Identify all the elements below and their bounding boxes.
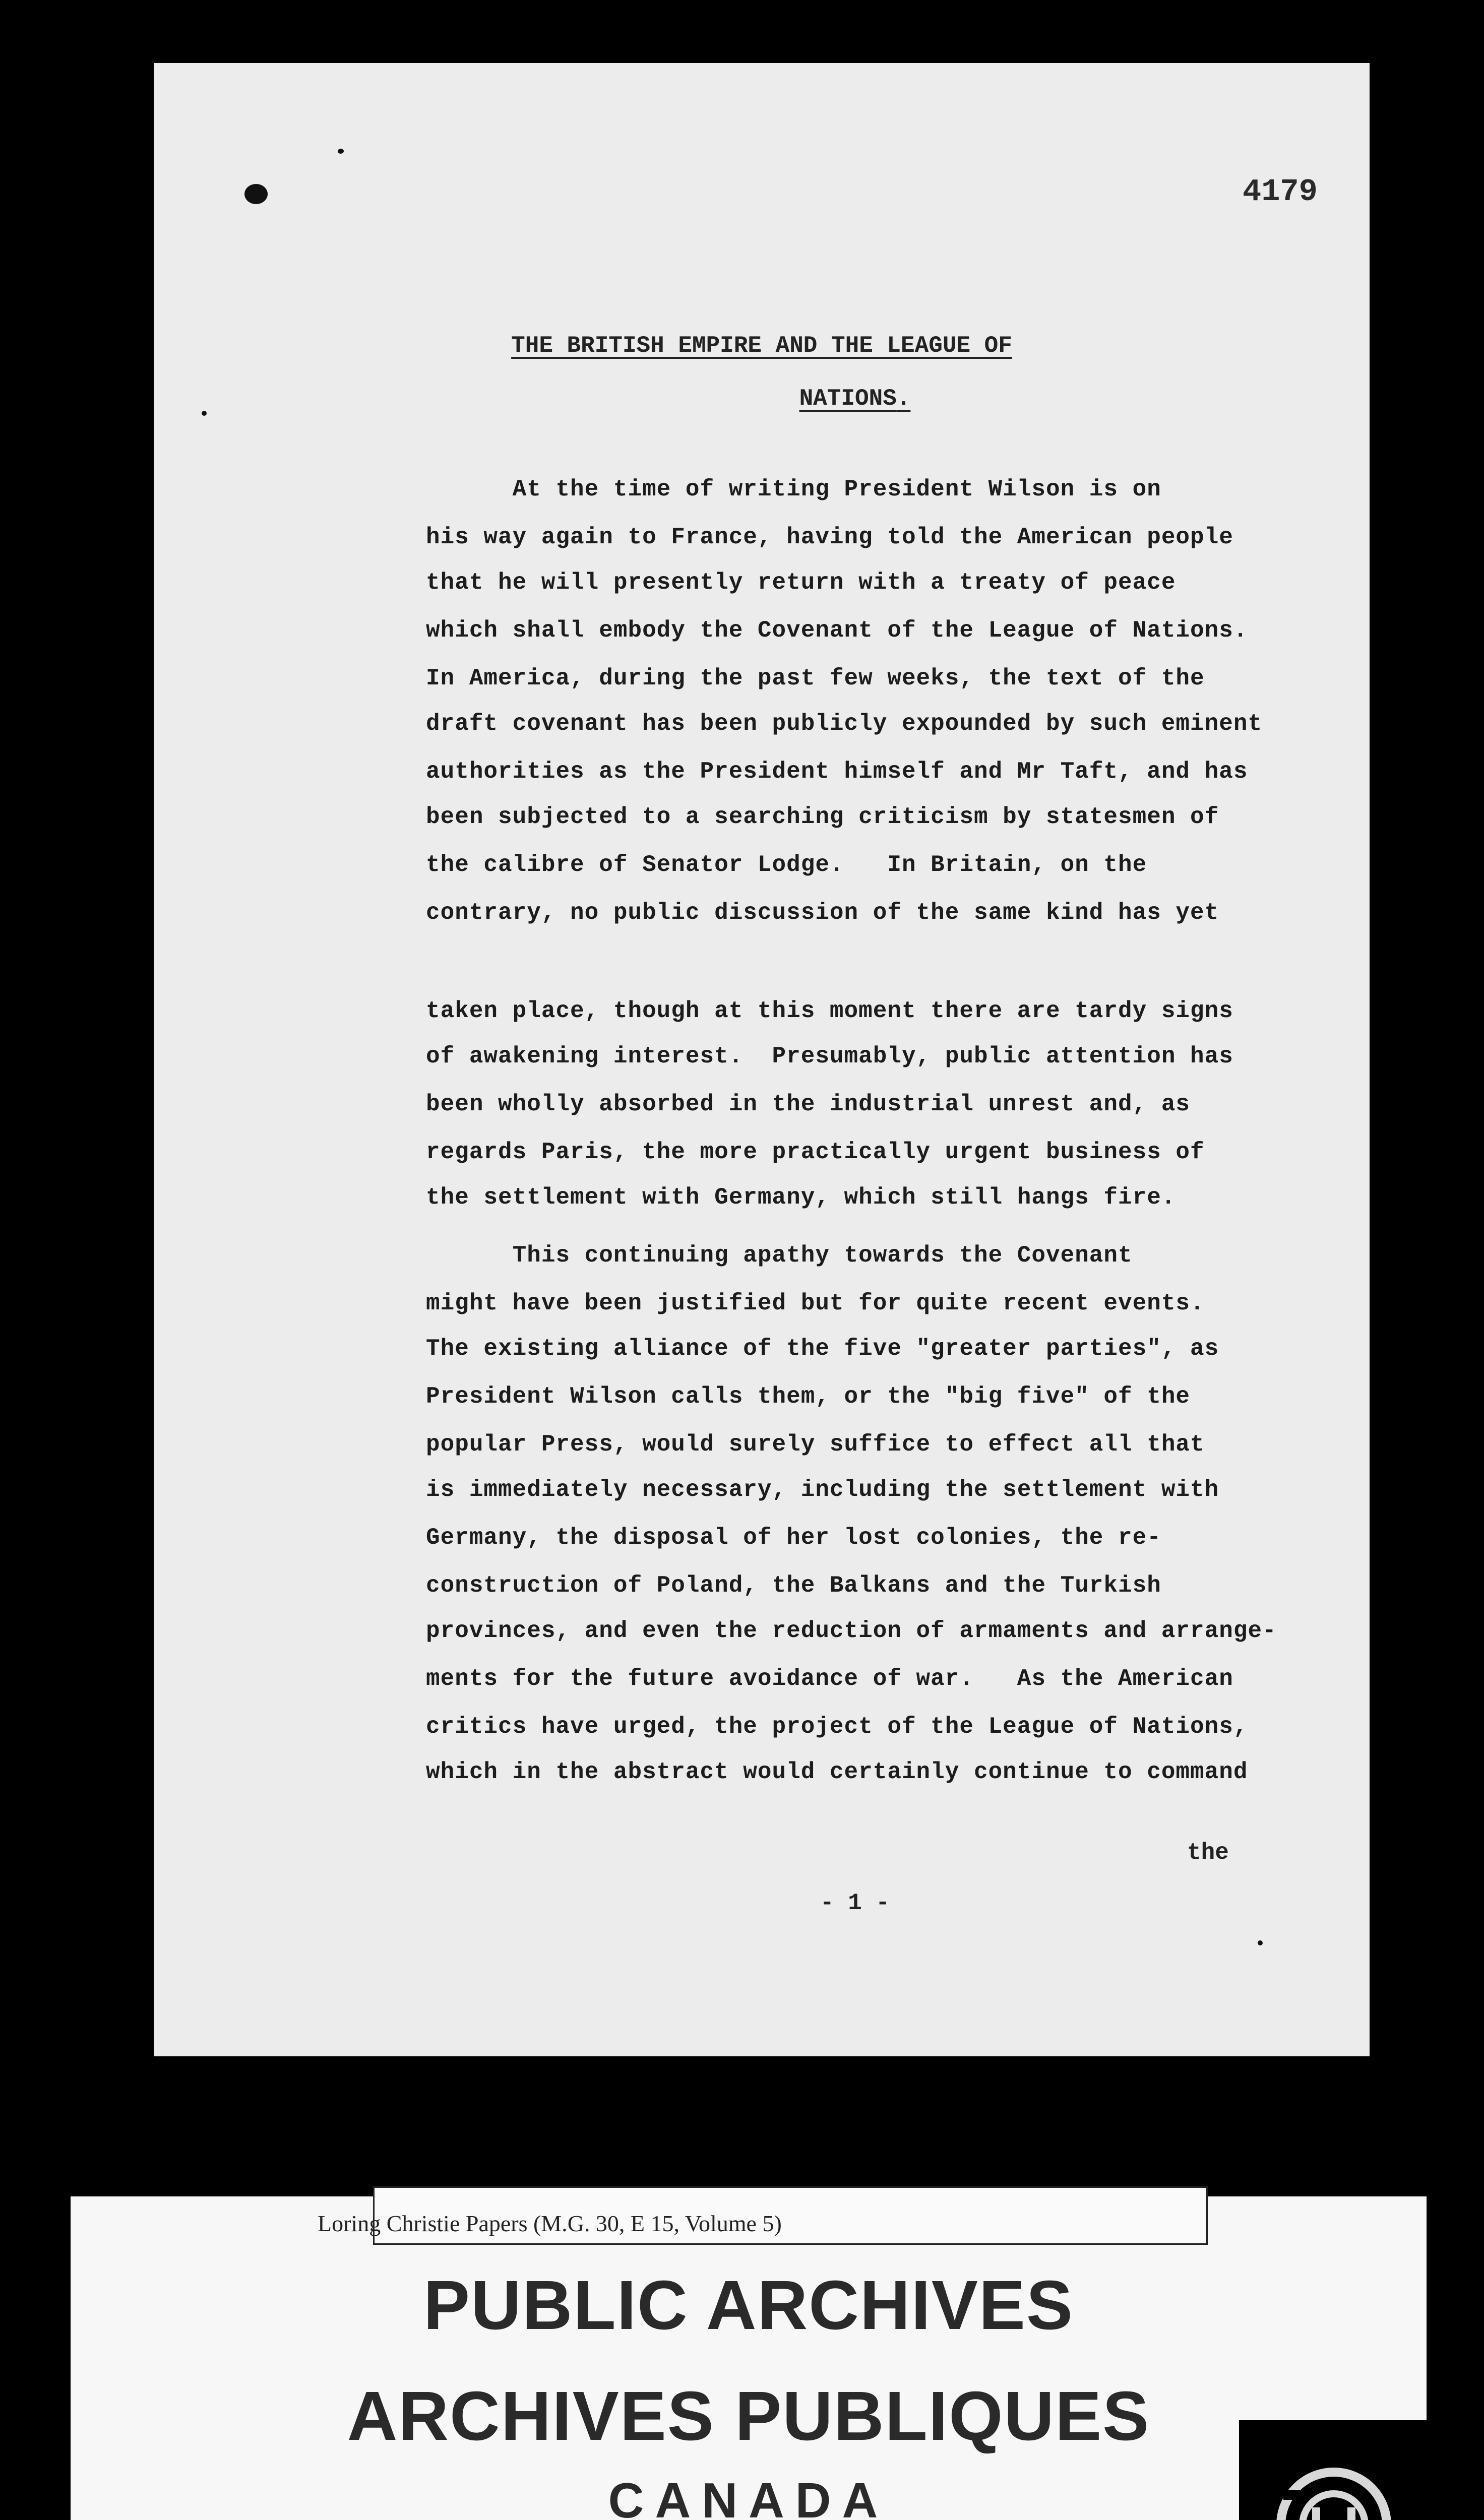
body-line: ments for the future avoidance of war. As the American	[426, 1666, 1233, 1692]
body-line: provinces, and even the reduction of armaments and arrange-	[426, 1618, 1277, 1644]
body-line: that he will presently return with a treaty of peace	[426, 570, 1176, 596]
body-line: draft covenant has been publicly expounded by such eminent	[426, 711, 1263, 737]
ink-speck	[338, 149, 344, 154]
catchword: the	[1187, 1840, 1229, 1866]
document-title-line-2: NATIONS .	[154, 386, 1370, 412]
archives-name-fr: ARCHIVES PUBLIQUES	[347, 2377, 1150, 2455]
body-line: popular Press, would surely suffice to effect all that	[426, 1431, 1205, 1458]
archives-canada-emblem-icon	[1239, 2420, 1428, 2520]
ink-speck	[1258, 1940, 1263, 1945]
body-line: In America, during the past few weeks, the text of the	[426, 665, 1205, 691]
body-line: is immediately necessary, including the settlement with	[426, 1477, 1219, 1503]
body-line: the calibre of Senator Lodge. In Britain, on the	[426, 852, 1147, 878]
body-line: This continuing apathy towards the Covenant	[426, 1242, 1133, 1269]
body-line: been subjected to a searching criticism by statesmen of	[426, 804, 1219, 830]
document-title-line-1: THE BRITISH EMPIRE AND THE LEAGUE OF	[511, 333, 1012, 359]
body-line: authorities as the President himself and Mr Taft, and has	[426, 759, 1248, 785]
folio: - 1 -	[820, 1890, 890, 1916]
body-line: President Wilson calls them, or the "big five" of the	[426, 1383, 1191, 1410]
page-number: 4179	[1243, 174, 1318, 210]
body-line: At the time of writing President Wilson is on	[426, 476, 1161, 502]
body-line: taken place, though at this moment there are tardy signs	[426, 998, 1233, 1024]
ink-blot	[244, 184, 268, 204]
body-line: construction of Poland, the Balkans and the Turkish	[426, 1572, 1161, 1599]
body-line: Germany, the disposal of her lost colonies, the re-	[426, 1525, 1161, 1551]
body-line: The existing alliance of the five "greater parties", as	[426, 1336, 1219, 1362]
body-line: which shall embody the Covenant of the League of Nations.	[426, 617, 1248, 644]
body-line: which in the abstract would certainly continue to command	[426, 1759, 1248, 1785]
body-line: contrary, no public discussion of the same kind has yet	[426, 900, 1219, 926]
body-line: critics have urged, the project of the League of Nations,	[426, 1714, 1248, 1740]
archives-country: CANADA	[608, 2473, 889, 2520]
body-line: might have been justified but for quite recent events.	[426, 1290, 1205, 1316]
document-page	[154, 63, 1370, 2056]
body-line: been wholly absorbed in the industrial unrest and, as	[426, 1091, 1191, 1117]
body-line: of awakening interest. Presumably, public attention has	[426, 1043, 1233, 1069]
body-line: his way again to France, having told the American people	[426, 524, 1233, 550]
citation-text: Loring Christie Papers (M.G. 30, E 15, Volume 5)	[318, 2211, 782, 2236]
archive-card	[71, 2196, 1427, 2520]
body-line: the settlement with Germany, which still hangs fire.	[426, 1184, 1176, 1211]
archives-name-en: PUBLIC ARCHIVES	[423, 2266, 1074, 2344]
body-line: regards Paris, the more practically urgent business of	[426, 1139, 1205, 1165]
